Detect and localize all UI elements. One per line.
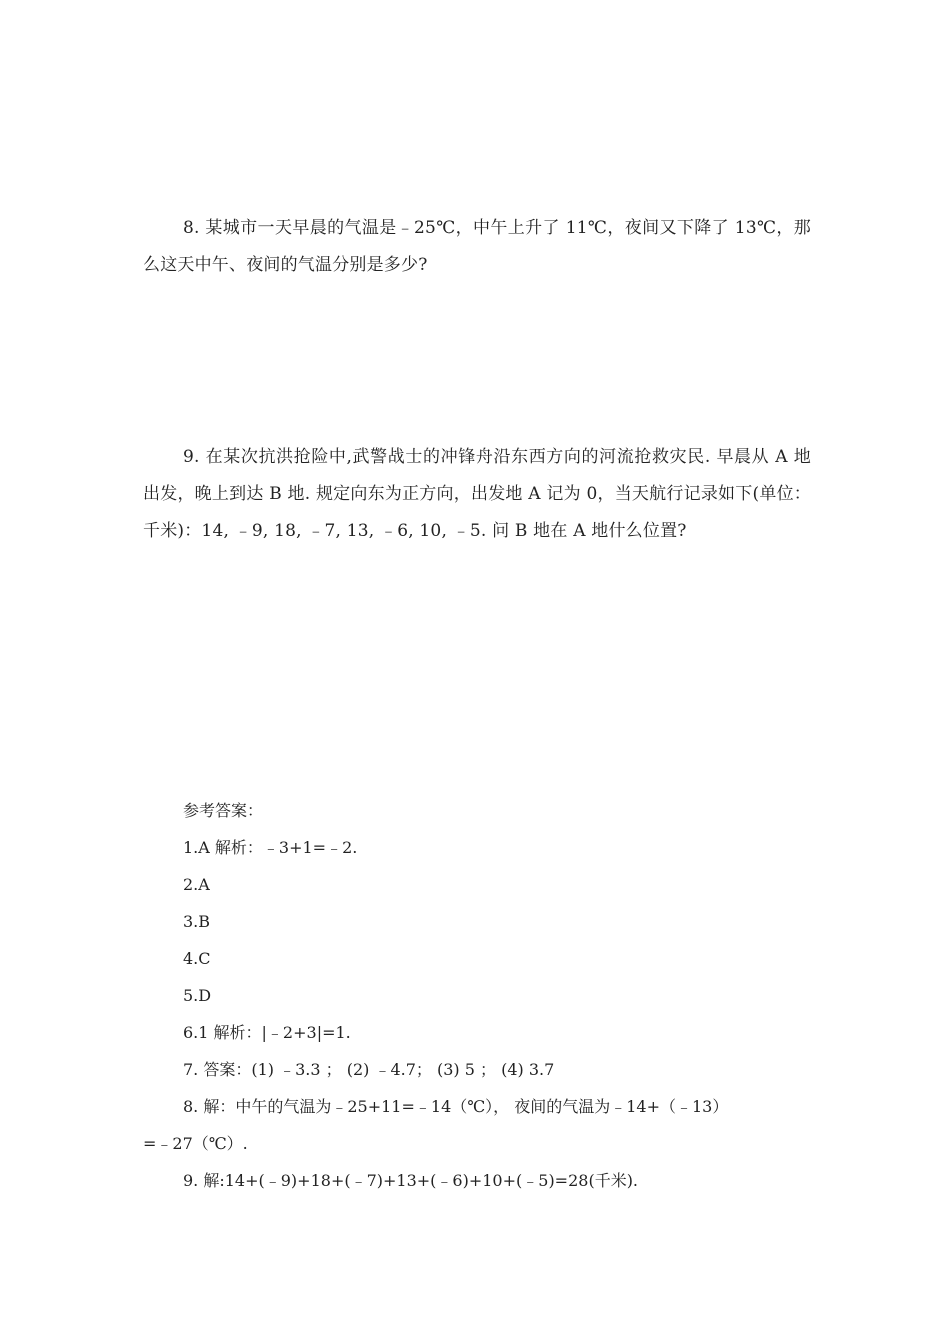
answer-8-line-1: 8. 解：中午的气温为﹣25+11=﹣14（℃）， 夜间的气温为﹣14+（﹣13） <box>183 1097 729 1116</box>
answer-7: 7. 答案：(1) ﹣3.3 ； (2) ﹣4.7； (3) 5 ； (4) 3.7 <box>183 1060 555 1079</box>
answer-2: 2.A <box>183 875 210 894</box>
answer-6: 6.1 解析：|﹣2+3|=1. <box>183 1023 351 1042</box>
problem-8-text: 8. 某城市一天早晨的气温是﹣25℃，中午上升了 11℃，夜间又下降了 13℃，那么这天中午、夜间的气温分别是多少? <box>143 218 811 275</box>
answer-8-line-2: =﹣27（℃）. <box>143 1134 248 1153</box>
answer-1: 1.A 解析：﹣3+1=﹣2. <box>183 838 358 857</box>
answer-key <box>143 792 811 1199</box>
answer-5: 5.D <box>183 986 212 1005</box>
answer-4: 4.C <box>183 949 211 968</box>
answer-key-heading: 参考答案： <box>183 801 264 820</box>
answer-3: 3.B <box>183 912 211 931</box>
answer-9: 9. 解:14+(﹣9)+18+(﹣7)+13+(﹣6)+10+(﹣5)=28(千米). <box>183 1171 639 1190</box>
problem-9-text: 9. 在某次抗洪抢险中,武警战士的冲锋舟沿东西方向的河流抢救灾民. 早晨从 A 地出发，晚上到达 B 地. 规定向东为正方向，出发地 A 记为 0，当天航行记录如下(单位：千米)：14, ﹣9, 18, ﹣7, 13, ﹣6, 10, ﹣5. 问 B 地在 A 地什么位置? <box>143 447 811 541</box>
